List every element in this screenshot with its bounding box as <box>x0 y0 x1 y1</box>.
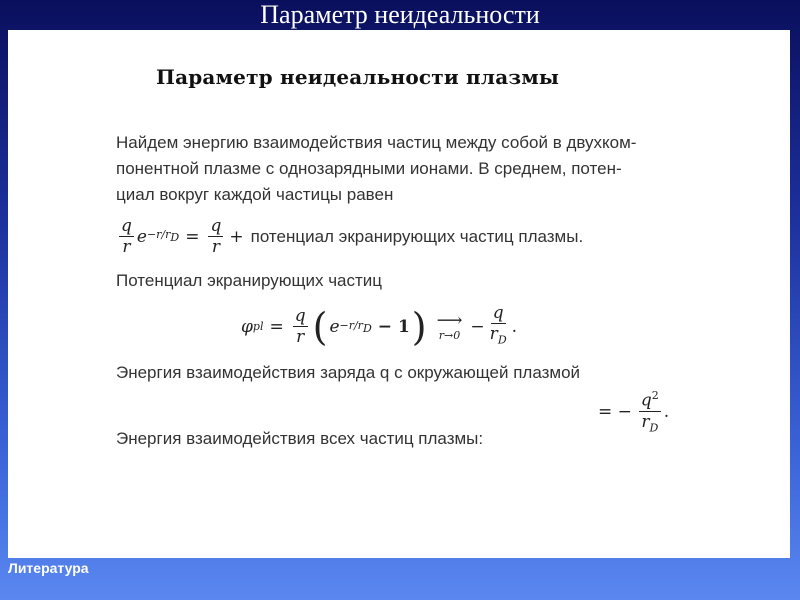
exponent: $-r/r_D$ <box>146 228 180 245</box>
phi-symbol: φ <box>241 316 253 337</box>
limit-label: r→0 <box>438 328 461 342</box>
numerator: q <box>210 216 222 236</box>
slide-canvas <box>8 30 790 558</box>
denominator: $r_D$ <box>641 411 659 435</box>
equation-text: потенциал экранирующих частиц плазмы. <box>250 226 584 246</box>
references-link[interactable]: Литература <box>8 560 89 576</box>
period: . <box>511 316 518 337</box>
equals-minus: = − <box>598 402 632 423</box>
paragraph-line: циал вокруг каждой частицы равен <box>116 185 394 204</box>
fraction-q-over-r <box>208 216 223 257</box>
equation-screening-potential <box>241 303 517 350</box>
exp-base: e <box>329 316 340 337</box>
document-title: Параметр неидеальности плазмы <box>156 65 560 89</box>
minus-sign: − <box>470 316 485 337</box>
denominator: r <box>211 237 220 257</box>
plus-sign: + <box>229 226 244 247</box>
slide-title: Параметр неидеальности <box>260 0 540 29</box>
denominator: r <box>296 327 305 348</box>
limit-arrow <box>436 309 463 342</box>
numerator: q <box>492 303 504 323</box>
paragraph-total-energy: Энергия взаимодействия всех частиц плазмы: <box>116 429 484 448</box>
period: . <box>663 402 670 423</box>
equals-sign: = <box>185 226 200 247</box>
fraction-q-over-r <box>119 216 134 257</box>
numerator: q <box>294 306 306 327</box>
document-page <box>8 30 790 558</box>
exponent: $-r/r_D$ <box>339 318 372 335</box>
fraction-q-over-r <box>293 306 308 347</box>
phi-subscript: pl <box>252 320 264 334</box>
equation-potential <box>116 216 583 257</box>
exp-base: e <box>136 226 147 247</box>
right-paren: ) <box>411 304 427 349</box>
paragraph-screening: Потенциал экранирующих частиц <box>116 271 383 290</box>
paragraph-intro <box>116 130 696 208</box>
denominator: r <box>122 237 131 257</box>
minus-one: − 1 <box>377 316 410 337</box>
left-paren: ( <box>312 304 328 349</box>
equals-sign: = <box>269 316 284 337</box>
fraction-q-over-rD <box>488 303 509 350</box>
paragraph-line: понентной плазме с однозарядными ионами. В среднем, потен- <box>116 159 622 178</box>
arrow-icon: ⟶ <box>436 309 463 331</box>
numerator: $q^2$ <box>639 386 661 412</box>
numerator: q <box>121 216 132 236</box>
paragraph-line: Найдем энергию взаимодействия частиц между собой в двухком- <box>116 133 637 152</box>
paragraph-charge-energy: Энергия взаимодействия заряда q с окружающей плазмой <box>116 363 581 382</box>
denominator: $r_D$ <box>489 324 507 347</box>
